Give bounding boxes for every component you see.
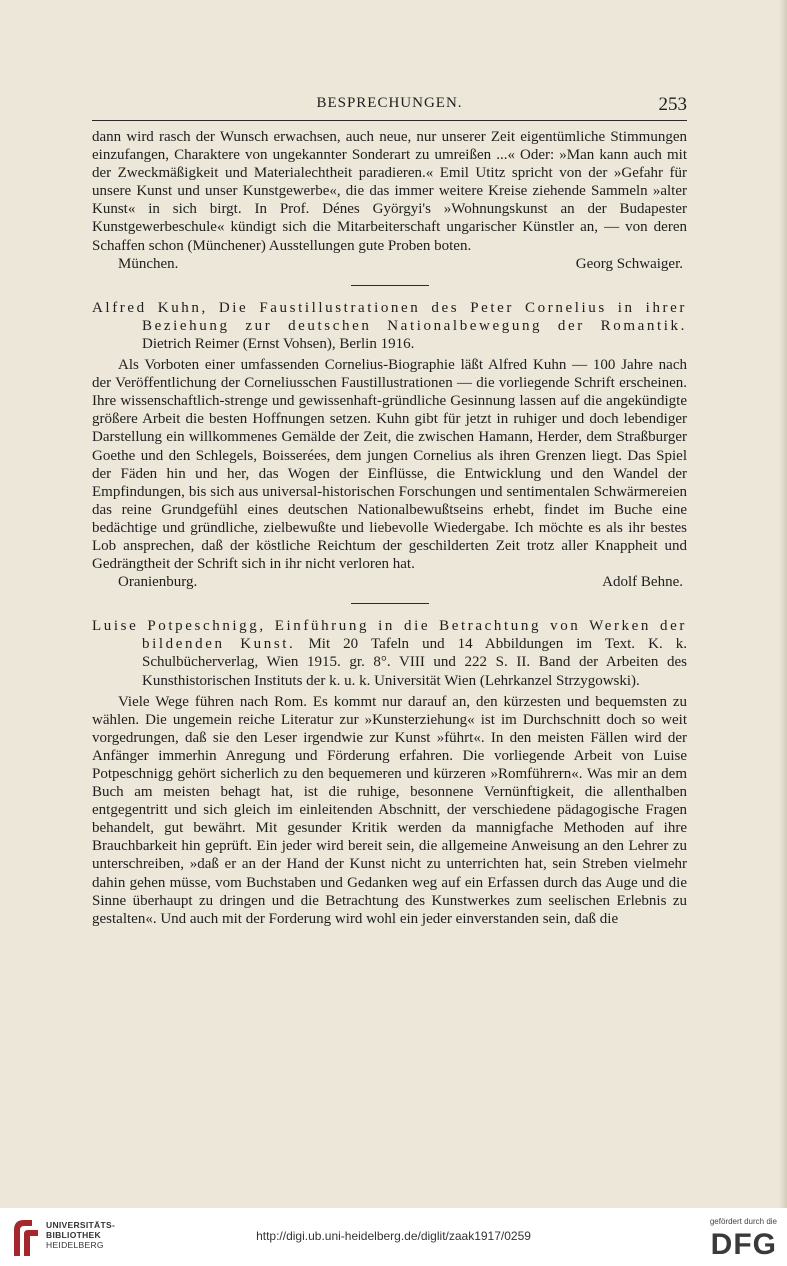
library-name-line2: BIBLIOTHEK — [46, 1230, 101, 1240]
review2-text: Als Vorboten einer umfassenden Cornelius-Biographie läßt Alfred Kuhn — 100 Jahre nach der Veröffentlichung der Corneliusschen Faustillustrationen — die vorliegende Schrift erscheinen. Ihre wissenschaftlich-strenge und gewissenhaft-gründliche Gesinnung lassen auf die angekündigte größere Arbeit die besten Hoffnungen setzen. Kuhn gibt für jetzt in ruhiger und doch lebendiger Darstellung ein willkommenes Gemälde der Zeit, die zwischen Hamann, Herder, dem Straßburger Goethe und den Schlegels, Boisserées, dem jungen Cornelius als ihren Grenzen liegt. Das Spiel der Fäden hin und her, das Wogen der Einflüsse, die Entwicklung und den Wandel der Empfindungen, bis sich aus universal-historischen Forschungen und sentimentalen Schwärmereien das reine Grundgefühl eines deutschen Nationalbewußtseins erhebt, findet im Buche eine bedächtige und gründliche, zielbewußte und liebevolle Wiedergabe. Ich möchte es als ihr bestes Lob ansprechen, daß der köstliche Reichtum der geschilderten Zeit trotz aller Knappheit und Gedrängtheit der Schrift sich in ihr nicht verloren hat. — [92, 357, 687, 573]
review1-place: München. — [118, 255, 179, 272]
library-name-line1: UNIVERSITÄTS- — [46, 1220, 116, 1230]
funder-label: gefördert durch die — [709, 1217, 777, 1226]
review2-citation-title: Alfred Kuhn, Die Faustillustrationen des Peter Cornelius in ihrer Beziehung zur deutschen Nationalbewegung der Romantik. — [92, 299, 687, 334]
review2-citation — [92, 299, 687, 353]
viewer-footer — [0, 1208, 787, 1266]
review2-citation-publisher: Dietrich Reimer (Ernst Vohsen), Berlin 1916. — [142, 335, 415, 352]
dfg-logo: DFG — [710, 1228, 777, 1261]
review2-author: Adolf Behne. — [602, 574, 683, 591]
review2-signature — [92, 573, 687, 591]
permalink-url[interactable]: http://digi.ub.uni-heidelberg.de/diglit/zaak1917/0259 — [256, 1229, 531, 1243]
section-divider — [351, 285, 429, 286]
review3-citation-title: Luise Potpeschnigg, Einführung in die Betrachtung von Werken der bildenden Kunst. — [92, 618, 687, 653]
review2-place: Oranienburg. — [118, 574, 198, 591]
review1-author: Georg Schwaiger. — [575, 255, 683, 272]
review1-text: dann wird rasch der Wunsch erwachsen, auch neue, nur unserer Zeit eigentümliche Stimmungen einzufangen, Charaktere von ungekannter Sonderart zu umreißen ...« Oder: »Man kann auch mit der Zweckmäßigkeit und Materialechtheit paradieren.« Emil Utitz spricht von der »Gefahr für unsere Kunst und unser Kunstgewerbe«, die das immer weitere Kreise ziehende Sammeln »alter Kunst« in sich birgt. In Prof. Dénes Györgyi's »Wohnungskunst an der Budapester Kunstgewerbeschule« kündigt sich die Mitarbeiterschaft ungarischer Künstler an, — von deren Schaffen schon (Münchener) Ausstellungen gute Proben boten. — [92, 129, 687, 254]
review1-signature — [92, 255, 687, 273]
running-title: BESPRECHUNGEN. — [316, 95, 463, 111]
section-divider — [351, 603, 429, 604]
running-head — [92, 94, 687, 121]
review3-citation — [92, 617, 687, 689]
page-number: 253 — [658, 94, 687, 115]
page-edge-shadow — [779, 0, 787, 1208]
library-name-line3: HEIDELBERG — [46, 1240, 104, 1250]
review3-text: Viele Wege führen nach Rom. Es kommt nur darauf an, den kürzesten und bequemsten zu wählen. Die ungemein reiche Literatur zur »Kunsterziehung« ist im Durchschnitt doch so weit vorgedrungen, daß sie den Leser irgendwie zur Kunst »führt«. In den meisten Fällen wird der Anfänger immerhin Anregung und Förderung erfahren. Die vorliegende Arbeit von Luise Potpeschnigg gehört sicherlich zu den bequemeren und kürzeren »Romführern«. Was mir an dem Buch am meisten behagt hat, ist die ruhige, besonnene Vernünftigkeit, die allenthalben entgegentritt und sich gleich im einleitenden Abschnitt, der verschiedene pädagogische Fragen behandelt, gut bewährt. Mit gesunder Kritik werden da mannigfache Methoden auf ihre Brauchbarkeit hin geprüft. Ein jeder wird bereit sein, die allgemeine Anweisung an den Lehrer zu unterschreiben, »daß er an der Hand der Kunst nicht zu unterrichten hat, sein Streben vielmehr dahin gehen müsse, vom Buchstaben und Gedanken weg auf ein Erfassen durch das Auge und die Sinne überhaupt zu dringen und die Betrachtung des Kunstwerkes zum seelischen Erlebnis zu gestalten«. Und auch mit der Forderung wird wohl ein jeder einverstanden sein, daß die — [92, 693, 687, 927]
review3-citation-details: Mit 20 Tafeln und 14 Abbildungen im Text. K. k. Schulbücherverlag, Wien 1915. gr. 8°. VIII und 222 S. II. Band der Arbeiten des Kunsthistorischen Instituts der k. u. k. Universität Wien (Lehrkanzel Strzygowski). — [142, 636, 687, 689]
page-content — [92, 128, 687, 928]
